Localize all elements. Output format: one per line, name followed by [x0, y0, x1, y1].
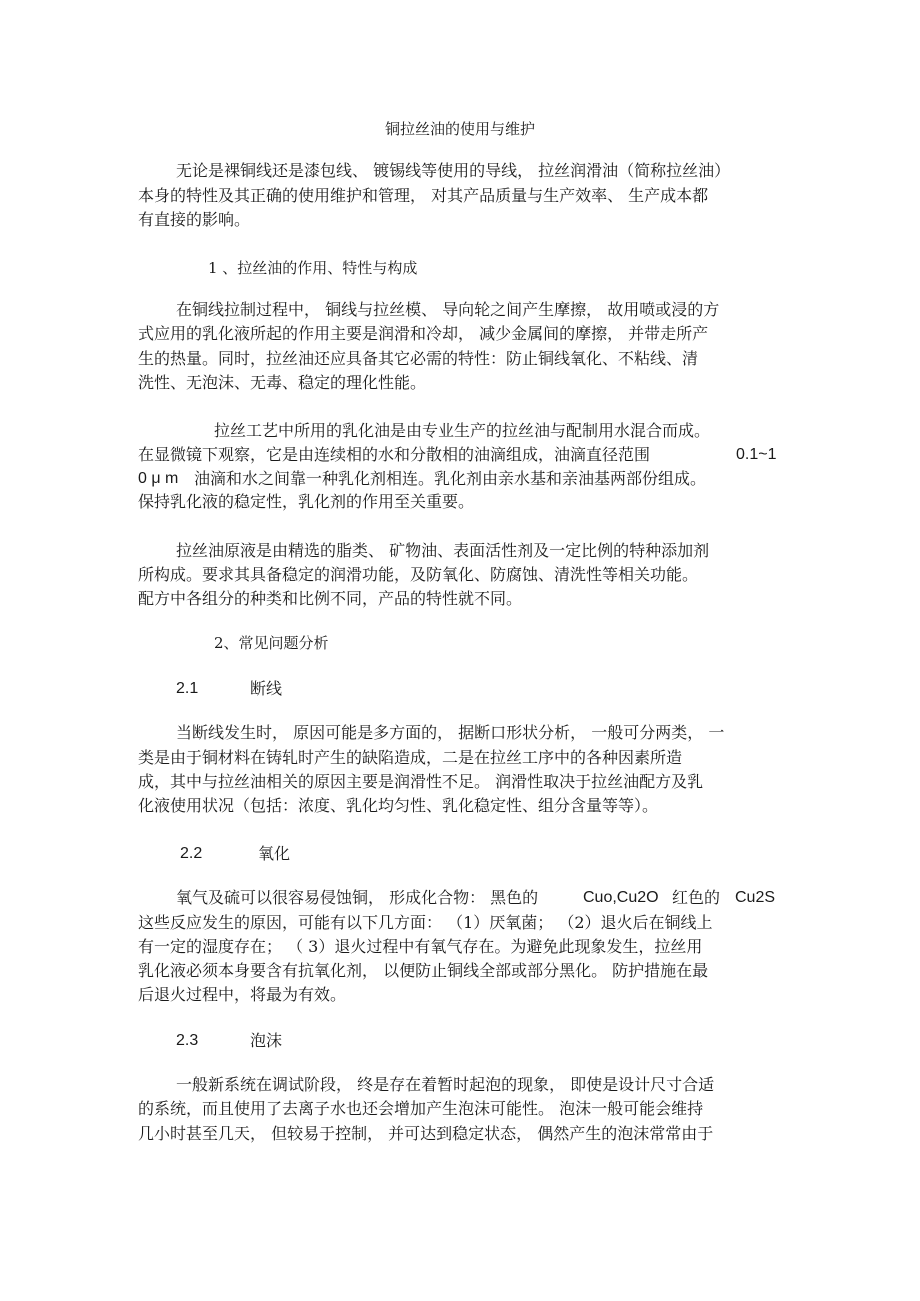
subsection-2-3-number: 2.3 — [176, 1032, 199, 1049]
document-title: 铜拉丝油的使用与维护 — [384, 120, 535, 138]
s1-p3-line-1: 拉丝油原液是由精选的脂类、 矿物油、表面活性剂及一定比例的特种添加剂 — [176, 541, 710, 560]
s22-red-label: 红色的 — [672, 888, 721, 907]
s22-line-3: 有一定的湿度存在； （ 3）退火过程中有氧气存在。为避免此现象发生，拉丝用 — [138, 937, 703, 956]
section-1-heading: 1 、拉丝油的作用、特性与构成 — [208, 259, 418, 277]
s22-line-2: 这些反应发生的原因，可能有以下几方面： （1）厌氧菌； （2）退火后在铜线上 — [138, 913, 713, 932]
s1-p1-line-4: 洗性、无泡沫、无毒、稳定的理化性能。 — [138, 373, 427, 392]
droplet-range-start: 0.1~1 — [736, 446, 777, 463]
s23-line-1: 一般新系统在调试阶段， 终是存在着暂时起泡的现象， 即使是设计尺寸合适 — [176, 1075, 715, 1094]
subsection-2-1-number: 2.1 — [176, 680, 199, 697]
s22-line-5: 后退火过程中，将最为有效。 — [138, 985, 347, 1004]
s23-line-2: 的系统，而且使用了去离子水也还会增加产生泡沫可能性。 泡沫一般可能会维持 — [138, 1099, 704, 1118]
s1-p3-line-3: 配方中各组分的种类和比例不同，产品的特性就不同。 — [138, 589, 523, 608]
s22-compound-2: Cu2S — [735, 889, 776, 906]
s21-line-4: 化液使用状况（包括：浓度、乳化均匀性、乳化稳定性、组分含量等等）。 — [138, 796, 659, 815]
s22-compound-1: Cuo,Cu2O — [583, 889, 659, 906]
subsection-2-3-title: 泡沫 — [250, 1031, 283, 1050]
droplet-range-unit: 0 μ m — [138, 470, 179, 487]
s21-line-3: 成，其中与拉丝油相关的原因主要是润滑性不足。 润滑性取决于拉丝油配方及乳 — [138, 772, 704, 791]
subsection-2-2-title: 氧化 — [258, 844, 291, 863]
intro-line-2: 本身的特性及其正确的使用维护和管理， 对其产品质量与生产效率、 生产成本都 — [138, 186, 709, 205]
s1-p3-line-2: 所构成。要求其具备稳定的润滑功能，及防氧化、防腐蚀、清洗性等相关功能。 — [138, 565, 699, 584]
s22-line-1: 氧气及硫可以很容易侵蚀铜， 形成化合物： 黑色的 — [176, 888, 539, 907]
s1-p1-line-1: 在铜线拉制过程中， 铜线与拉丝模、 导向轮之间产生摩擦， 故用喷或浸的方 — [176, 300, 720, 319]
intro-line-3: 有直接的影响。 — [138, 210, 251, 229]
s1-p2-line-1: 拉丝工艺中所用的乳化油是由专业生产的拉丝油与配制用水混合而成。 — [214, 421, 711, 440]
s21-line-2: 类是由于铜材料在铸轧时产生的缺陷造成，二是在拉丝工序中的各种因素所造 — [138, 748, 683, 767]
section-2-heading: 2、常见问题分析 — [214, 634, 329, 652]
subsection-2-2-number: 2.2 — [180, 845, 203, 862]
s21-line-1: 当断线发生时， 原因可能是多方面的， 据断口形状分析， 一般可分两类， 一 — [176, 723, 725, 742]
s22-line-4: 乳化液必须本身要含有抗氧化剂， 以便防止铜线全部或部分黑化。 防护措施在最 — [138, 961, 709, 980]
s1-p2-line-3: 油滴和水之间靠一种乳化剂相连。乳化剂由亲水基和亲油基两部份组成。 — [194, 469, 707, 488]
s23-line-3: 几小时甚至几天， 但较易于控制， 并可达到稳定状态， 偶然产生的泡沫常常由于 — [138, 1124, 714, 1143]
intro-line-1: 无论是裸铜线还是漆包线、 镀锡线等使用的导线， 拉丝润滑油（简称拉丝油） — [176, 161, 731, 180]
subsection-2-1-title: 断线 — [250, 679, 283, 698]
s1-p1-line-3: 生的热量。同时，拉丝油还应具备其它必需的特性：防止铜线氧化、不粘线、清 — [138, 349, 699, 368]
s1-p1-line-2: 式应用的乳化液所起的作用主要是润滑和冷却， 减少金属间的摩擦， 并带走所产 — [138, 324, 709, 343]
s1-p2-line-2: 在显微镜下观察，它是由连续相的水和分散相的油滴组成，油滴直径范围 — [138, 445, 651, 464]
s1-p2-line-4: 保持乳化液的稳定性，乳化剂的作用至关重要。 — [138, 492, 475, 511]
